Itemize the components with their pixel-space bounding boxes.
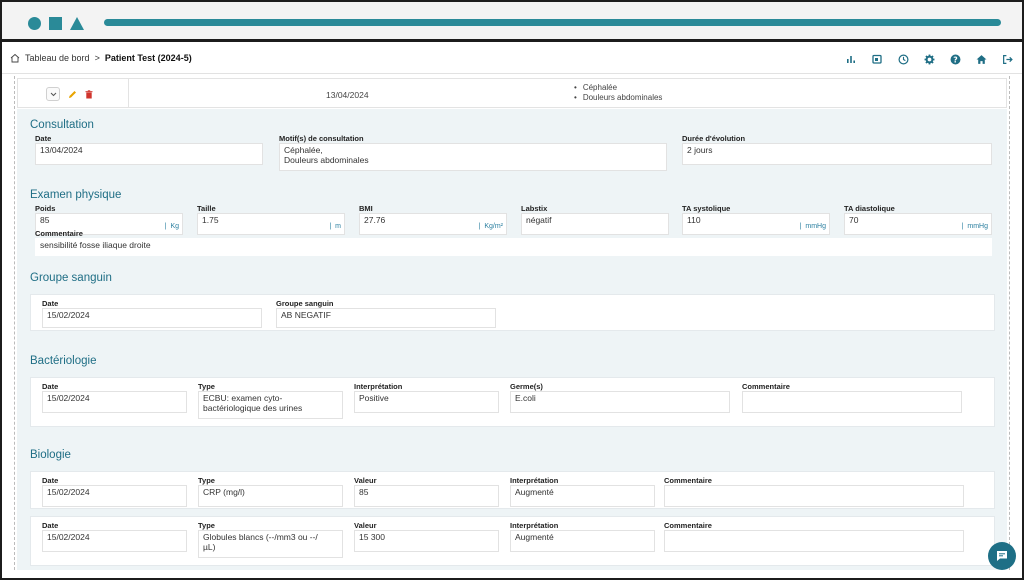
field-label: Taille [197,204,216,213]
value-text: 110 [687,215,701,225]
chat-icon [995,549,1009,563]
svg-text:?: ? [952,54,958,64]
bacterio-card [30,377,995,427]
row-actions [46,87,93,101]
section-title-examen: Examen physique [30,189,122,201]
date-value: 15/02/2024 [42,530,187,552]
field-label: Date [35,134,52,143]
biologie-card [30,471,995,509]
value-text: 70 [849,215,859,225]
field-label: Date [42,382,59,391]
field-label: Commentaire [664,476,712,485]
gear-icon[interactable] [922,52,936,66]
type-value [198,391,343,419]
type-line: µL) [203,542,216,552]
logout-icon[interactable] [1000,52,1014,66]
bio-type-field [198,476,343,507]
type-line: ECBU: examen cyto- [203,393,283,403]
help-icon[interactable] [948,52,962,66]
field-label: Valeur [354,521,377,530]
biologie-card [30,516,995,566]
groupe-date-field [42,299,262,328]
field-label: Commentaire [664,521,712,530]
field-label: Durée d'évolution [682,134,746,143]
bio-date-field [42,476,187,507]
breadcrumb [10,53,192,63]
comment-value [664,530,964,552]
field-label: Labstix [521,204,548,213]
window-chrome [0,0,1024,42]
patient-record [14,76,1010,570]
bacterio-germe-field [510,382,730,413]
field-label: Type [198,476,215,485]
interp-value: Augmenté [510,530,655,552]
field-label: Interprétation [510,521,559,530]
bio-comment-field [664,521,964,552]
bio-type-field [198,521,343,558]
date-value: 15/02/2024 [42,391,187,413]
field-label: Date [42,476,59,485]
consultation-motif-field [279,134,667,171]
date-value: 15/02/2024 [42,308,262,328]
motif-line: Céphalée, [284,145,323,155]
field-label: BMI [359,204,373,213]
delete-icon[interactable] [85,90,93,99]
field-label: Interprétation [510,476,559,485]
comment-value [664,485,964,507]
window-shapes [28,17,84,30]
groupe-value: AB NEGATIF [276,308,496,328]
circle-icon [28,17,41,30]
bio-interp-field [510,521,655,552]
edit-icon[interactable] [68,90,77,99]
comment-value [742,391,962,413]
field-label: Groupe sanguin [276,299,334,308]
motif-item: • Douleurs abdominales [574,93,662,103]
bio-date-field [42,521,187,552]
unit-label: | Kg/m² [479,222,504,232]
field-label: Commentaire [742,382,790,391]
consultation-duree-field [682,134,992,165]
unit-label: | Kg [165,222,179,232]
motif-item: • Céphalée [574,83,662,93]
type-line: bactériologique des urines [203,403,303,413]
triangle-icon [70,17,84,30]
date-value: 13/04/2024 [35,143,263,165]
app-header [2,44,1022,74]
chart-icon[interactable] [844,52,858,66]
groupe-card [30,294,995,331]
valeur-value: 15 300 [354,530,499,552]
breadcrumb-home[interactable]: Tableau de bord [25,53,90,63]
motif-line: Douleurs abdominales [284,155,369,165]
section-title-bacterio: Bactériologie [30,355,97,367]
record-motifs [574,83,662,103]
field-label: Motif(s) de consultation [279,134,364,143]
record-row [17,78,1007,108]
field-label: TA diastolique [844,204,895,213]
section-title-consultation: Consultation [30,119,94,131]
interp-value: Augmenté [510,485,655,507]
unit-label: | mmHg [962,222,988,232]
duree-value: 2 jours [682,143,992,165]
valeur-value: 85 [354,485,499,507]
calendar-icon[interactable] [870,52,884,66]
date-value: 15/02/2024 [42,485,187,507]
record-details [17,109,1007,570]
field-label: Type [198,521,215,530]
germe-value: E.coli [510,391,730,413]
bacterio-comment-field [742,382,962,413]
comment-value: sensibilité fosse iliaque droite [35,238,992,256]
bio-valeur-field [354,521,499,552]
unit-label: | m [329,222,341,232]
field-label: Date [42,299,59,308]
motif-value [279,143,667,171]
field-label: Commentaire [35,229,83,238]
examen-comment-field [35,229,992,256]
bio-comment-field [664,476,964,507]
toolbar [844,52,1014,66]
section-title-biologie: Biologie [30,449,71,461]
chat-button[interactable] [988,542,1016,570]
breadcrumb-separator: > [94,53,100,63]
value-text: 27.76 [364,215,386,225]
unit-label: | mmHg [800,222,826,232]
value-text: 85 [40,215,50,225]
value-text: 1.75 [202,215,219,225]
bio-interp-field [510,476,655,507]
clock-icon[interactable] [896,52,910,66]
field-label: Date [42,521,59,530]
breadcrumb-current: Patient Test (2024-5) [104,53,192,63]
field-label: Interprétation [354,382,403,391]
type-line: Globules blancs (--/mm3 ou --/ [203,532,318,542]
record-date: 13/04/2024 [326,90,369,100]
field-label: Valeur [354,476,377,485]
address-bar [104,19,1001,26]
home-icon[interactable] [974,52,988,66]
field-label: TA systolique [682,204,731,213]
field-label: Germe(s) [510,382,543,391]
type-value: CRP (mg/l) [198,485,343,507]
bacterio-interp-field [354,382,499,413]
groupe-value-field [276,299,496,328]
interp-value: Positive [354,391,499,413]
labstix-value: négatif [521,213,669,235]
bacterio-date-field [42,382,187,413]
bio-valeur-field [354,476,499,507]
home-outline-icon[interactable] [10,53,20,63]
field-label: Type [198,382,215,391]
type-value [198,530,343,558]
section-title-groupe: Groupe sanguin [30,272,112,284]
column-divider [128,79,129,107]
bacterio-type-field [198,382,343,419]
chevron-down-icon[interactable] [46,87,60,101]
field-label: Poids [35,204,56,213]
consultation-date-field [35,134,263,165]
square-icon [49,17,62,30]
